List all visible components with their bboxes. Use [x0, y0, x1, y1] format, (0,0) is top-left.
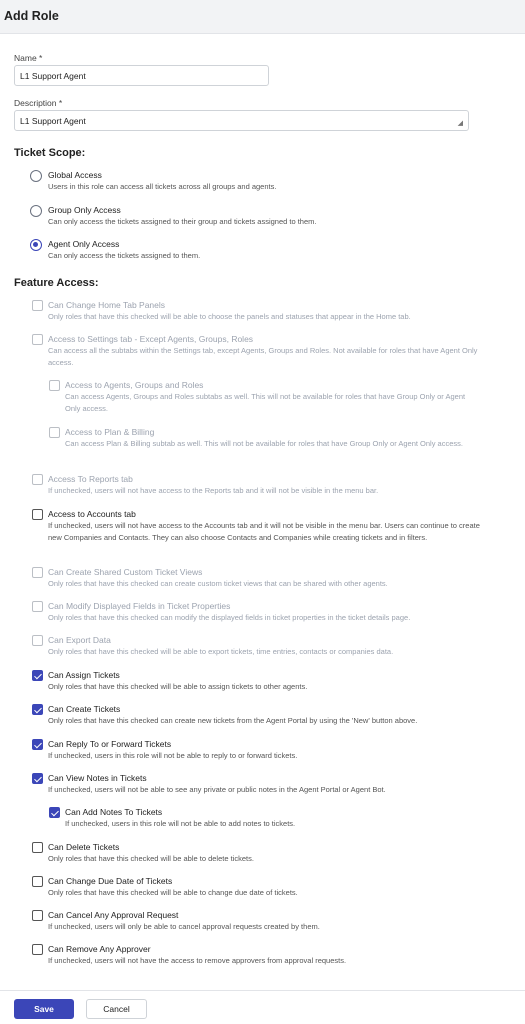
checkbox-icon[interactable] [32, 334, 43, 345]
footer-bar [0, 990, 525, 1024]
feature-desc: Can access Agents, Groups and Roles subtabs as well. This will not be available for roles that have Group Only or Agent Only access. [65, 392, 466, 413]
scope-option-desc: Users in this role can access all tickets across all groups and agents. [48, 182, 277, 191]
feature-desc: If unchecked, users in this role will not be able to add notes to tickets. [65, 819, 296, 828]
radio-selected-icon[interactable] [30, 239, 42, 251]
checkbox-icon[interactable] [32, 944, 43, 955]
feature-title: Access to Settings tab - Except Agents, Groups, Roles [48, 334, 254, 344]
feature-access-heading: Feature Access: [14, 277, 99, 289]
checkbox-icon[interactable] [32, 876, 43, 887]
feature-title: Can View Notes in Tickets [48, 773, 147, 783]
radio-icon[interactable] [30, 170, 42, 182]
description-label: Description * [14, 98, 63, 108]
radio-icon[interactable] [30, 205, 42, 217]
feature-title: Access to Plan & Billing [65, 427, 155, 437]
feature-title: Can Create Shared Custom Ticket Views [48, 567, 203, 577]
feature-desc: Only roles that have this checked will be able to change due date of tickets. [48, 888, 298, 897]
checkbox-icon[interactable] [49, 380, 60, 391]
feature-desc: If unchecked, users will not be able to see any private or public notes in the Agent Portal or Agent Bot. [48, 785, 386, 794]
checkbox-checked-icon[interactable] [32, 739, 43, 750]
feature-title: Can Change Due Date of Tickets [48, 876, 173, 886]
checkbox-checked-icon[interactable] [32, 773, 43, 784]
feature-title: Can Remove Any Approver [48, 944, 151, 954]
feature-desc: If unchecked, users will not have access to the Reports tab and it will not be visible in the menu bar. [48, 486, 379, 495]
feature-title: Access To Reports tab [48, 474, 133, 484]
feature-title: Can Create Tickets [48, 704, 121, 714]
feature-desc: Only roles that have this checked can create custom ticket views that can be shared with other agents. [48, 579, 388, 588]
checkbox-icon[interactable] [32, 910, 43, 921]
scope-option-desc: Can only access the tickets assigned to them. [48, 251, 201, 260]
feature-desc: If unchecked, users in this role will not be able to reply to or forward tickets. [48, 751, 298, 760]
checkbox-checked-icon[interactable] [32, 704, 43, 715]
feature-title: Access to Agents, Groups and Roles [65, 380, 204, 390]
checkbox-icon[interactable] [32, 842, 43, 853]
checkbox-icon[interactable] [32, 509, 43, 520]
page-title: Add Role [4, 9, 59, 23]
checkbox-checked-icon[interactable] [32, 670, 43, 681]
scope-option-desc: Can only access the tickets assigned to their group and tickets assigned to them. [48, 217, 317, 226]
checkbox-checked-icon[interactable] [49, 807, 60, 818]
description-value: L1 Support Agent [20, 116, 86, 126]
feature-desc: Only roles that have this checked can modify the displayed fields in ticket properties in the ticket details page. [48, 613, 411, 622]
feature-desc: Only roles that have this checked will be able to delete tickets. [48, 854, 254, 863]
feature-desc: Only roles that have this checked will be able to choose the panels and statuses that appear in the Home tab. [48, 312, 411, 321]
feature-desc: If unchecked, users will not have access to the Accounts tab and it will not be visible in the menu bar. Users can continue to create new Companies and Contacts. They can also choose Contacts and Companies while creating tickets and in filters. [48, 521, 480, 542]
feature-desc: Can access Plan & Billing subtab as well. This will not be available for roles that have Group Only or Agent Only access. [65, 439, 463, 448]
checkbox-icon[interactable] [32, 635, 43, 646]
feature-desc: Only roles that have this checked can create new tickets from the Agent Portal by using the 'New' button above. [48, 716, 418, 725]
feature-title: Can Export Data [48, 635, 111, 645]
save-button[interactable]: Save [14, 999, 74, 1019]
feature-title: Can Delete Tickets [48, 842, 120, 852]
feature-title: Access to Accounts tab [48, 509, 136, 519]
resize-handle-icon[interactable]: ◢ [457, 120, 463, 127]
checkbox-icon[interactable] [32, 567, 43, 578]
scope-option-title: Group Only Access [48, 205, 121, 215]
feature-title: Can Add Notes To Tickets [65, 807, 163, 817]
feature-title: Can Change Home Tab Panels [48, 300, 166, 310]
feature-title: Can Assign Tickets [48, 670, 120, 680]
checkbox-icon[interactable] [32, 474, 43, 485]
description-textarea[interactable] [14, 110, 469, 131]
name-label: Name * [14, 53, 43, 63]
name-input[interactable]: L1 Support Agent [14, 65, 269, 86]
feature-desc: Only roles that have this checked will be able to assign tickets to other agents. [48, 682, 308, 691]
feature-title: Can Reply To or Forward Tickets [48, 739, 172, 749]
feature-desc: If unchecked, users will not have the access to remove approvers from approval requests. [48, 956, 347, 965]
scope-option-title: Global Access [48, 170, 102, 180]
feature-title: Can Modify Displayed Fields in Ticket Properties [48, 601, 231, 611]
checkbox-icon[interactable] [32, 601, 43, 612]
feature-title: Can Cancel Any Approval Request [48, 910, 179, 920]
feature-desc: If unchecked, users will only be able to cancel approval requests created by them. [48, 922, 320, 931]
scope-option-title: Agent Only Access [48, 239, 120, 249]
ticket-scope-heading: Ticket Scope: [14, 147, 86, 159]
checkbox-icon[interactable] [49, 427, 60, 438]
page-header [0, 0, 525, 34]
checkbox-icon[interactable] [32, 300, 43, 311]
feature-desc: Can access all the subtabs within the Settings tab, except Agents, Groups and Roles. Not available for roles that have Agent Only access. [48, 346, 478, 367]
feature-desc: Only roles that have this checked will be able to export tickets, time entries, contacts or companies data. [48, 647, 394, 656]
cancel-button[interactable]: Cancel [86, 999, 147, 1019]
